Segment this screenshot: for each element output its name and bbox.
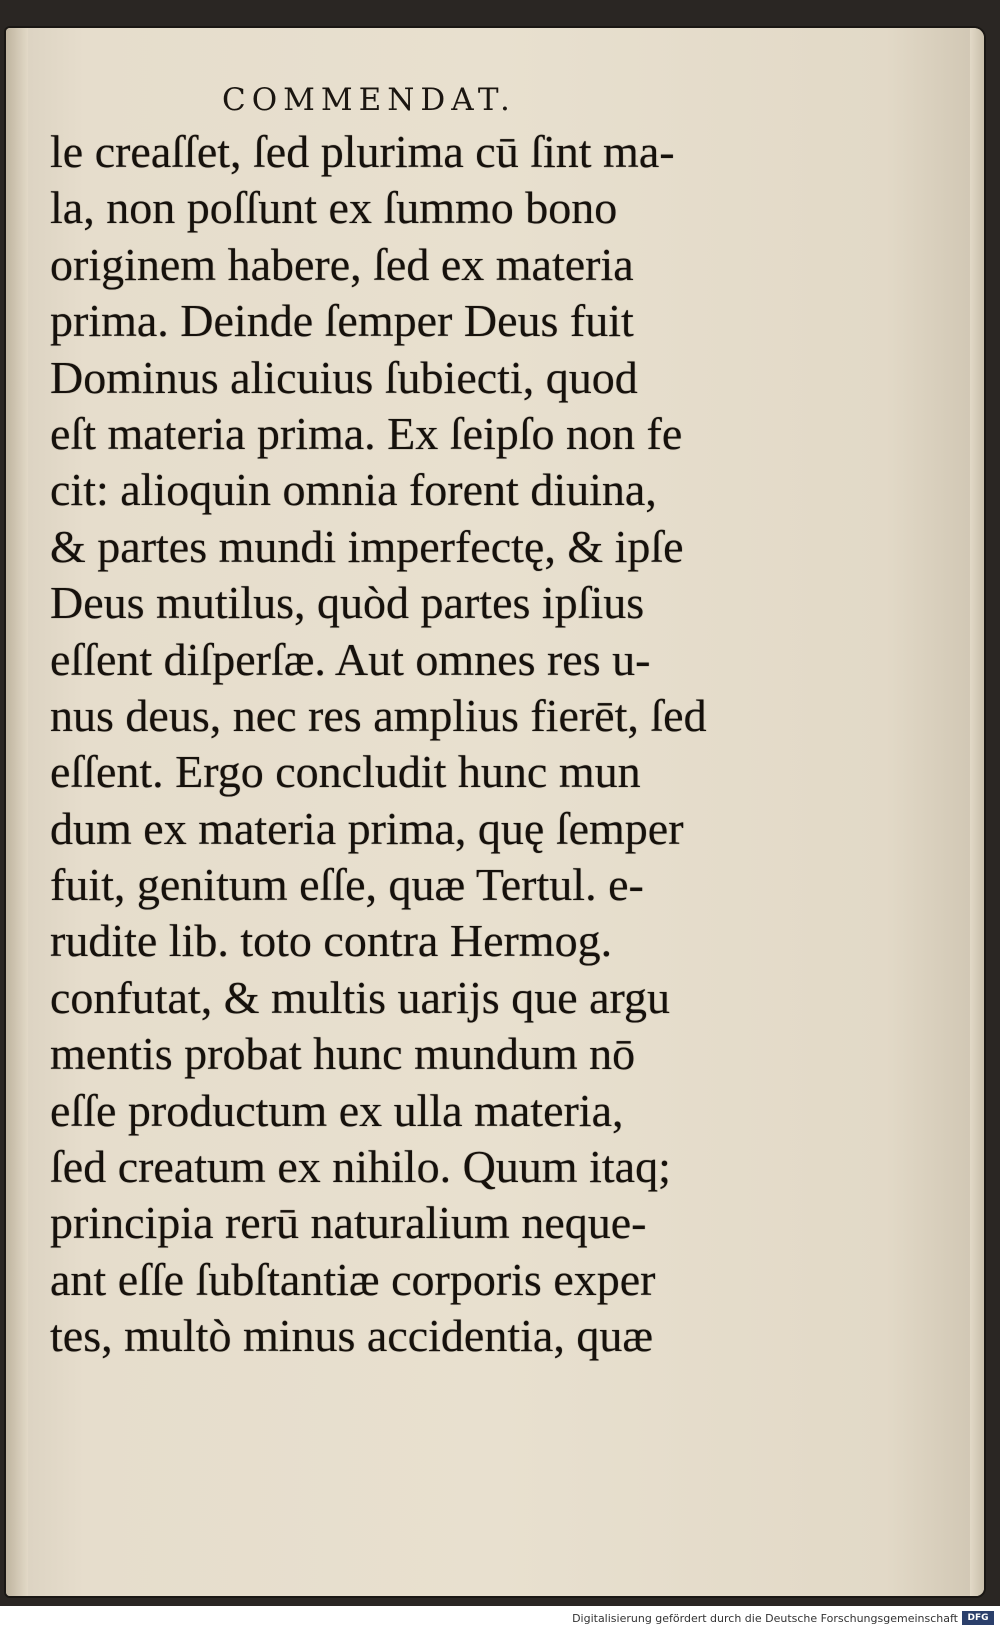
text-line: confutat, & multis uarijs que argu [50, 971, 671, 1023]
text-line: principia rerū naturalium neque- [50, 1197, 647, 1249]
text-line: Deus mutilus, quòd partes ipſius [50, 577, 645, 629]
text-block [50, 124, 750, 1365]
text-line: eſt materia prima. Ex ſeipſo non fe [50, 407, 683, 459]
text-line: prima. Deinde ſemper Deus fuit [50, 295, 634, 347]
text-line: dum ex materia prima, quę ſemper [50, 802, 684, 854]
text-line: eſſent. Ergo concludit hunc mun [50, 746, 641, 798]
text-line: la, non poſſunt ex ſummo bono [50, 182, 618, 234]
text-line: cit: alioquin omnia forent diuina, [50, 464, 657, 516]
dfg-logo: DFG [962, 1611, 994, 1625]
text-line: le creaſſet, ſed plurima cū ſint ma- [50, 126, 675, 177]
running-head: COMMENDAT. [222, 82, 516, 118]
text-line: mentis probat hunc mundum nō [50, 1028, 636, 1080]
text-line: eſſent diſperſæ. Aut omnes res u- [50, 633, 651, 685]
text-line: Dominus alicuius ſubiecti, quod [50, 351, 638, 403]
text-line: rudite lib. toto contra Hermog. [50, 915, 613, 967]
text-line: eſſe productum ex ulla materia, [50, 1084, 624, 1136]
digitization-credit: Digitalisierung gefördert durch die Deutsche Forschungsgemeinschaft [572, 1612, 958, 1625]
text-line: ant eſſe ſubſtantiæ corporis exper [50, 1253, 656, 1305]
text-line: nus deus, nec res amplius fierēt, ſed [50, 689, 707, 741]
text-line: fuit, genitum eſſe, quæ Tertul. e- [50, 859, 644, 911]
page-edge [970, 28, 984, 1596]
text-line: & partes mundi imperfectę, & ipſe [50, 520, 684, 572]
text-line: tes, multò minus accidentia, quæ [50, 1310, 654, 1362]
text-line: ſed creatum ex nihilo. Quum itaq; [50, 1141, 671, 1193]
text-line: originem habere, ſed ex materia [50, 238, 634, 290]
